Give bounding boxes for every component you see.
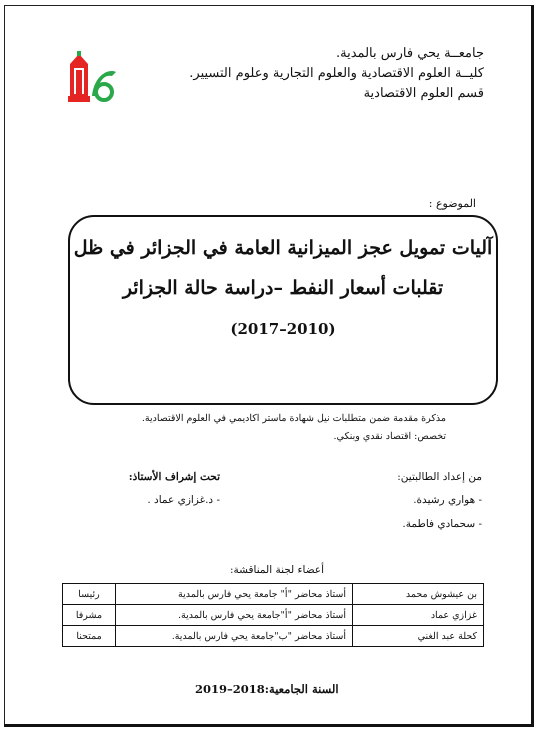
page-border-shadow-bottom <box>4 724 534 727</box>
memo-description <box>142 410 446 446</box>
subject-label: الموضوع : <box>428 197 476 210</box>
table-row <box>63 605 484 626</box>
department-name: قسم العلوم الاقتصادية <box>363 86 484 101</box>
supervisor-name: - د.غزازي عماد . <box>147 494 220 506</box>
faculty-name: كليــة العلوم الاقتصادية والعلوم التجارية وعلوم التسيير. <box>189 66 484 81</box>
memo-specialty: تخصص: اقتصاد نقدي وبنكي. <box>333 431 446 442</box>
committee-member-rank: أستاذ محاضر "أ" جامعة يحي فارس بالمدية <box>116 584 353 605</box>
university-header <box>130 44 484 104</box>
student-name: - هواري رشيدة. <box>413 494 482 506</box>
university-name: جامعــة يحي فارس بالمدية. <box>336 46 484 61</box>
committee-member-rank: أستاذ محاضر "ب"جامعة يحي فارس بالمدية. <box>116 626 353 647</box>
thesis-title-line2: تقلبات أسعار النفط –دراسة حالة الجزائر <box>122 277 444 299</box>
page-border-shadow-right <box>531 5 534 727</box>
committee-member-rank: أستاذ محاضر "أ"جامعة يحي فارس بالمدية. <box>116 605 353 626</box>
committee-member-name: كحلة عبد الغني <box>353 626 484 647</box>
committee-label: أعضاء لجنة المناقشة: <box>230 564 324 576</box>
students-label: من إعداد الطالبتين: <box>397 471 482 483</box>
committee-member-name: غزازي عماد <box>353 605 484 626</box>
academic-year: السنة الجامعية:2018–2019 <box>195 682 339 696</box>
student-name: - سحمادي فاطمة. <box>402 518 482 530</box>
committee-member-role: مشرفا <box>63 605 116 626</box>
thesis-title-line1: آليات تمويل عجز الميزانية العامة في الجزائر في ظل <box>73 237 493 259</box>
table-row <box>63 584 484 605</box>
thesis-title-box <box>68 215 498 405</box>
committee-table <box>62 583 484 647</box>
table-row <box>63 626 484 647</box>
supervision-label: تحت إشراف الأستاذ: <box>128 471 220 483</box>
memo-degree-text: مذكرة مقدمة ضمن متطلبات نيل شهادة ماستر اكاديمي في العلوم الاقتصادية. <box>141 413 446 424</box>
committee-member-role: رئيسا <box>63 584 116 605</box>
thesis-title-years: (2010–2017) <box>230 320 336 338</box>
university-logo-icon <box>64 50 120 110</box>
committee-member-name: بن عيشوش محمد <box>353 584 484 605</box>
committee-member-role: ممتحنا <box>63 626 116 647</box>
